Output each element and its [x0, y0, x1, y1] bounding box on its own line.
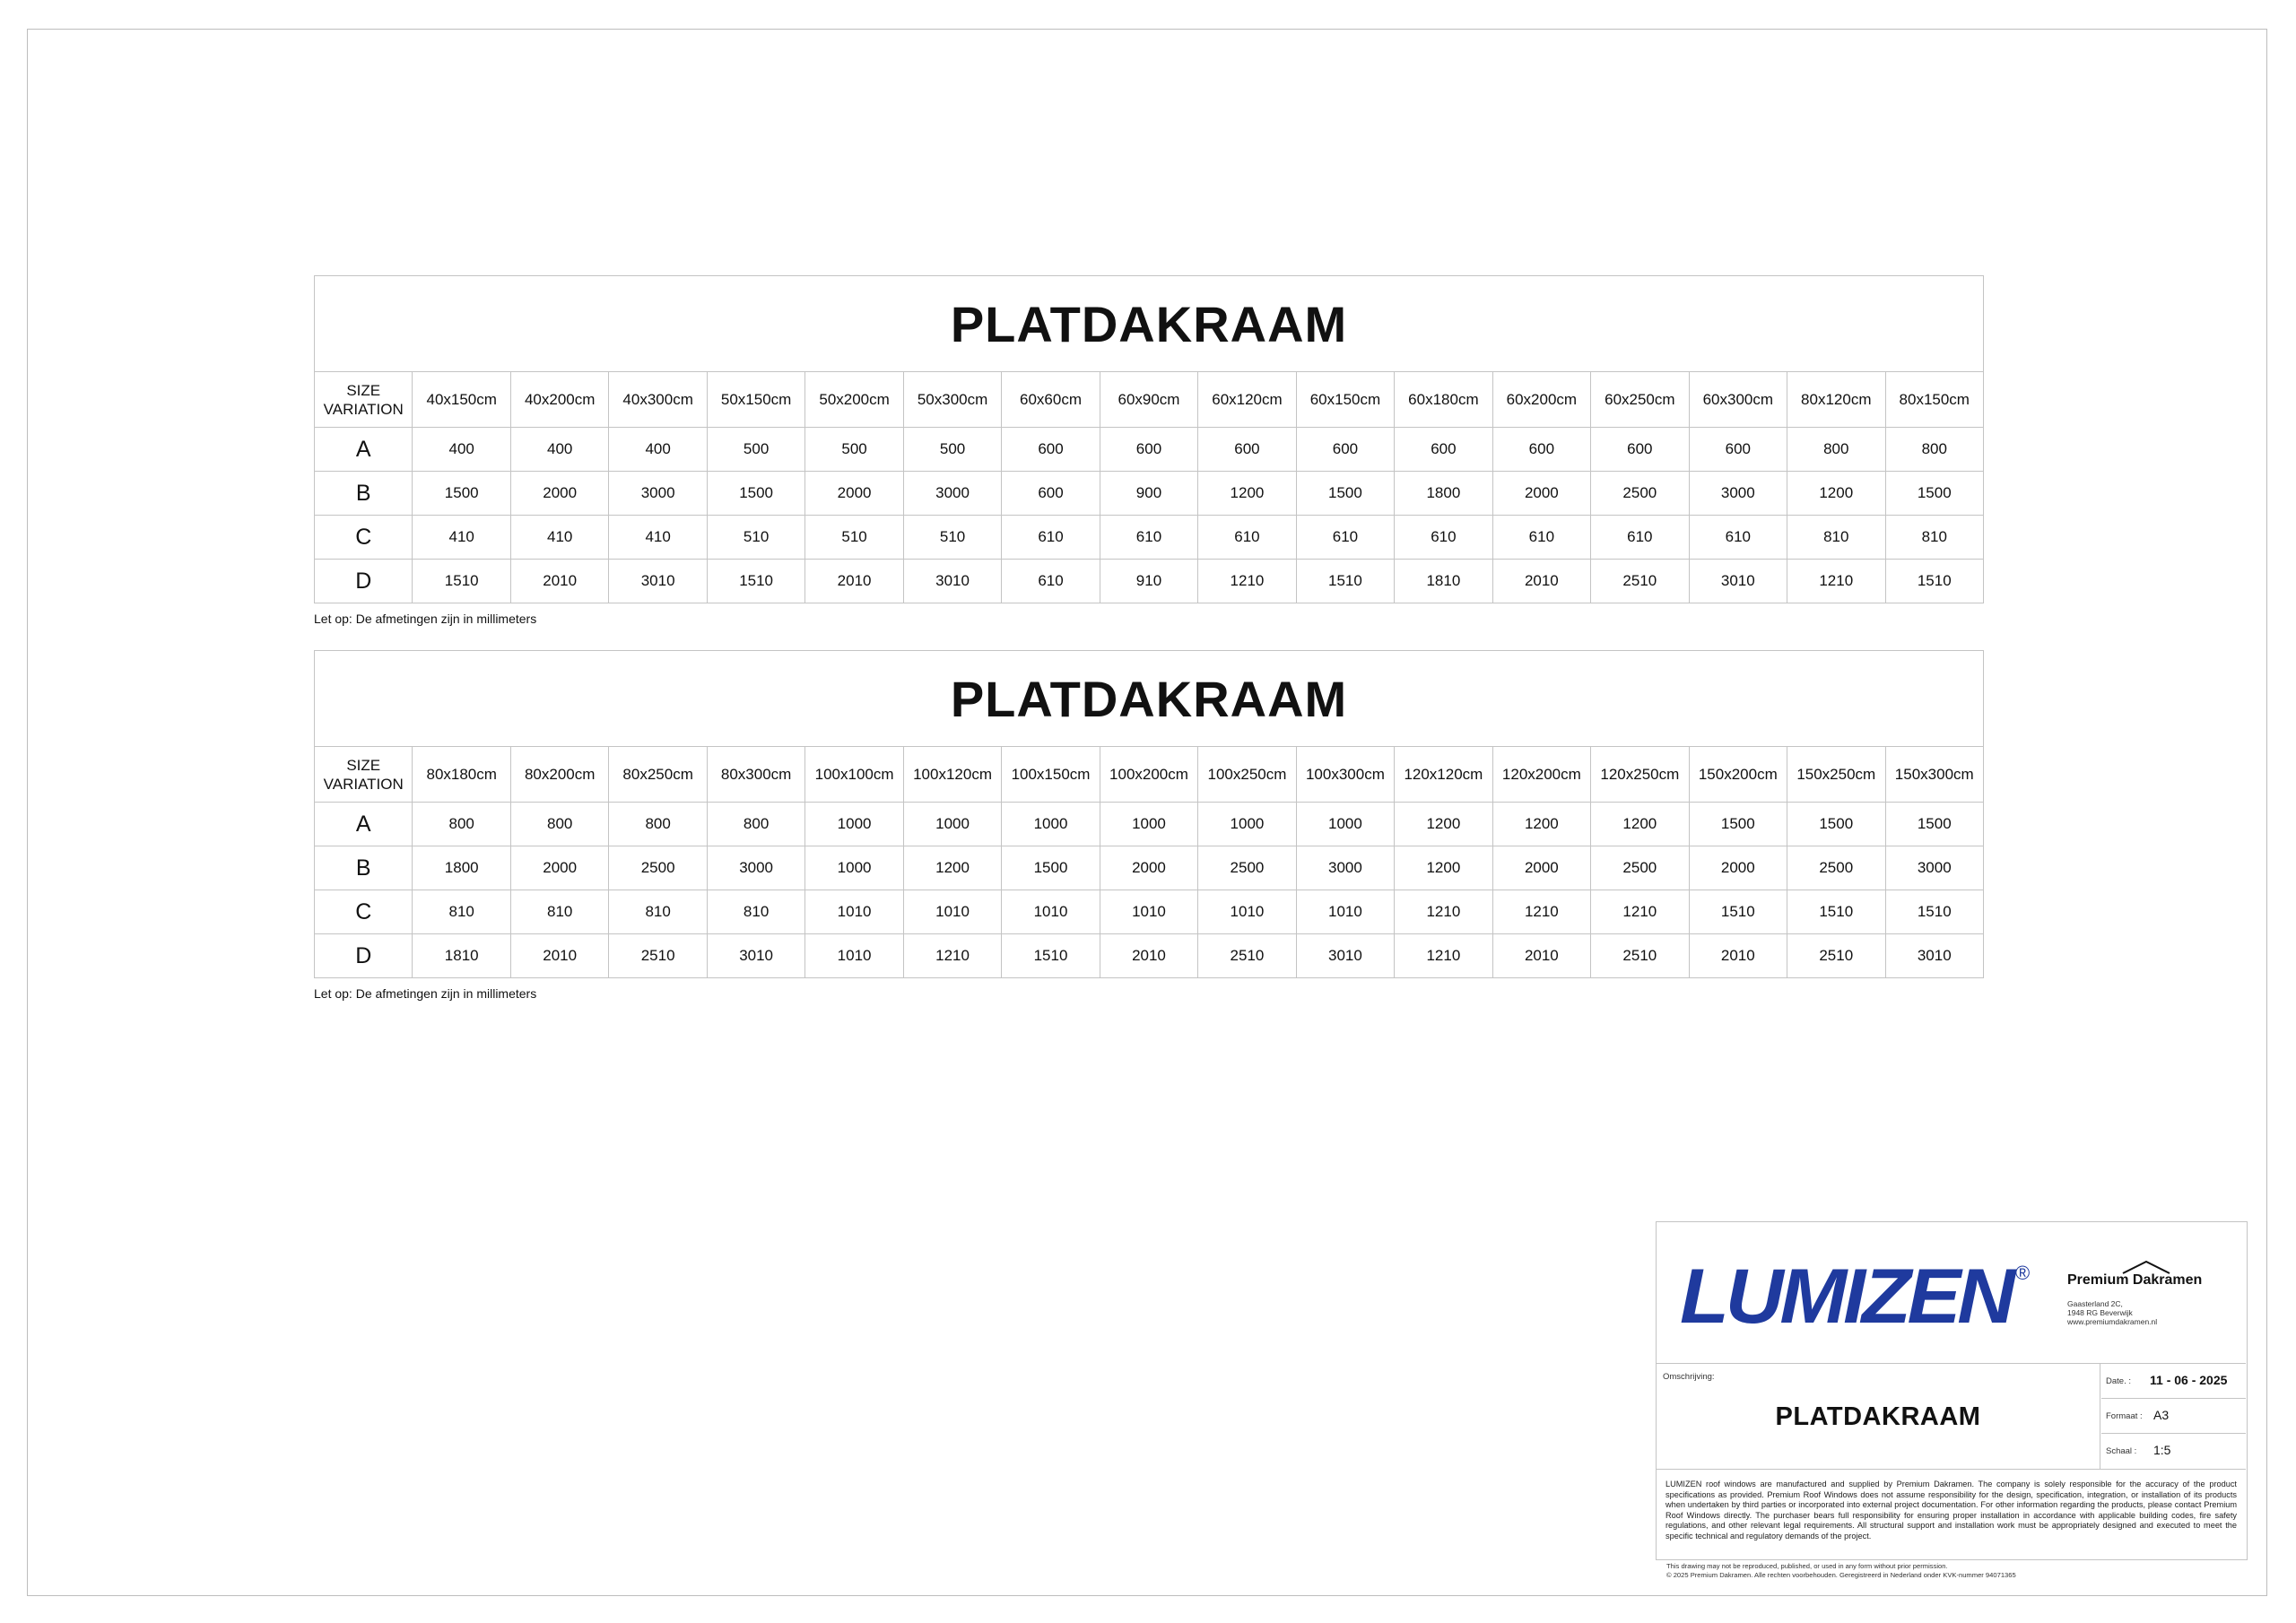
column-header: 50x300cm — [903, 372, 1001, 428]
table-cell: 1500 — [413, 472, 510, 516]
column-header: 100x250cm — [1198, 747, 1296, 803]
table-cell: 2010 — [510, 560, 608, 603]
table-title-row — [315, 276, 1984, 372]
table-cell: 1000 — [1002, 803, 1100, 846]
table-cell: 600 — [1296, 428, 1394, 472]
table-cell: 810 — [510, 890, 608, 934]
table-title: PLATDAKRAAM — [315, 651, 1984, 747]
table-cell: 2000 — [1492, 846, 1590, 890]
table-cell: 3000 — [609, 472, 707, 516]
table-cell: 1510 — [707, 560, 804, 603]
size-variation-line-2: VARIATION — [323, 400, 404, 418]
table-cell: 800 — [609, 803, 707, 846]
company-address — [2067, 1299, 2157, 1326]
table-cell: 400 — [510, 428, 608, 472]
column-header: 100x120cm — [903, 747, 1001, 803]
table-cell: 500 — [707, 428, 804, 472]
column-header: 80x250cm — [609, 747, 707, 803]
table-cell: 1000 — [1296, 803, 1394, 846]
table-cell: 410 — [609, 516, 707, 560]
table-cell: 1010 — [1100, 890, 1197, 934]
table-cell: 1200 — [1492, 803, 1590, 846]
table-row — [315, 560, 1984, 603]
column-header: 40x150cm — [413, 372, 510, 428]
table-cell: 2010 — [1689, 934, 1787, 978]
table-cell: 2010 — [1492, 934, 1590, 978]
size-table-2 — [314, 650, 1984, 978]
table-cell: 800 — [1885, 428, 1984, 472]
table-cell: 500 — [805, 428, 903, 472]
table-cell: 3010 — [1689, 560, 1787, 603]
table-cell: 810 — [1787, 516, 1885, 560]
table-cell: 610 — [1492, 516, 1590, 560]
title-block-info-row — [1657, 1363, 2246, 1470]
table-cell: 1500 — [1787, 803, 1885, 846]
column-header: 60x180cm — [1395, 372, 1492, 428]
table-cell: 1800 — [1395, 472, 1492, 516]
column-header: 50x200cm — [805, 372, 903, 428]
table-cell: 1200 — [1787, 472, 1885, 516]
table-cell: 3000 — [1296, 846, 1394, 890]
table-cell: 1510 — [1689, 890, 1787, 934]
table-cell: 1010 — [1198, 890, 1296, 934]
table-cell: 1510 — [1885, 890, 1984, 934]
table-row — [315, 890, 1984, 934]
column-header: 60x90cm — [1100, 372, 1197, 428]
format-row — [2101, 1398, 2246, 1434]
column-header: 100x150cm — [1002, 747, 1100, 803]
table-cell: 1000 — [805, 803, 903, 846]
table-cell: 2500 — [1591, 472, 1689, 516]
column-header: 150x250cm — [1787, 747, 1885, 803]
table-cell: 510 — [707, 516, 804, 560]
table-cell: 1210 — [1787, 560, 1885, 603]
table-cell: 810 — [413, 890, 510, 934]
column-header: 80x120cm — [1787, 372, 1885, 428]
table-cell: 610 — [1296, 516, 1394, 560]
column-header: 120x120cm — [1395, 747, 1492, 803]
table-cell: 1010 — [805, 890, 903, 934]
size-variation-header — [315, 372, 413, 428]
table-cell: 2500 — [1198, 846, 1296, 890]
table-cell: 3010 — [609, 560, 707, 603]
column-header: 60x120cm — [1198, 372, 1296, 428]
table-row — [315, 934, 1984, 978]
table-cell: 600 — [1002, 428, 1100, 472]
table-cell: 1210 — [1198, 560, 1296, 603]
copyright-notice — [1666, 1562, 2016, 1580]
date-label: Date. : — [2106, 1376, 2131, 1386]
description-label: Omschrijving: — [1663, 1372, 1715, 1382]
row-label: A — [315, 428, 413, 472]
table-header-row — [315, 747, 1984, 803]
table-row — [315, 472, 1984, 516]
table-cell: 810 — [707, 890, 804, 934]
table-cell: 3000 — [707, 846, 804, 890]
table-cell: 510 — [903, 516, 1001, 560]
table-cell: 2510 — [1591, 560, 1689, 603]
table-cell: 1000 — [1198, 803, 1296, 846]
table-cell: 800 — [707, 803, 804, 846]
table-cell: 910 — [1100, 560, 1197, 603]
column-header: 100x300cm — [1296, 747, 1394, 803]
date-value: 11 - 06 - 2025 — [2150, 1373, 2228, 1387]
table-cell: 1810 — [413, 934, 510, 978]
table-cell: 800 — [510, 803, 608, 846]
table-cell: 3000 — [1885, 846, 1984, 890]
table-cell: 1510 — [1296, 560, 1394, 603]
table-cell: 810 — [609, 890, 707, 934]
table-cell: 410 — [510, 516, 608, 560]
title-block — [1656, 1221, 2248, 1560]
size-variation-line-1: SIZE — [346, 381, 381, 399]
format-value: A3 — [2153, 1408, 2170, 1422]
table-cell: 1000 — [903, 803, 1001, 846]
lumizen-wordmark: LUMIZEN — [1680, 1256, 2018, 1332]
table-cell: 1210 — [1492, 890, 1590, 934]
table-cell: 600 — [1689, 428, 1787, 472]
table-cell: 1200 — [1395, 803, 1492, 846]
column-header: 50x150cm — [707, 372, 804, 428]
table-cell: 1200 — [1591, 803, 1689, 846]
column-header: 120x250cm — [1591, 747, 1689, 803]
table-cell: 1500 — [1885, 803, 1984, 846]
table-cell: 1500 — [1885, 472, 1984, 516]
table-cell: 610 — [1591, 516, 1689, 560]
table-cell: 510 — [805, 516, 903, 560]
table-cell: 2010 — [1100, 934, 1197, 978]
company-website: www.premiumdakramen.nl — [2067, 1317, 2158, 1326]
company-name: Premium Dakramen — [2067, 1272, 2203, 1288]
table-cell: 2010 — [510, 934, 608, 978]
column-header: 80x180cm — [413, 747, 510, 803]
column-header: 100x100cm — [805, 747, 903, 803]
size-table-1 — [314, 275, 1984, 603]
row-label: C — [315, 516, 413, 560]
table-cell: 1010 — [805, 934, 903, 978]
table-cell: 1010 — [903, 890, 1001, 934]
table-cell: 600 — [1492, 428, 1590, 472]
table-cell: 600 — [1100, 428, 1197, 472]
table-cell: 900 — [1100, 472, 1197, 516]
size-variation-line-1: SIZE — [346, 756, 381, 774]
table-cell: 1200 — [903, 846, 1001, 890]
column-header: 40x200cm — [510, 372, 608, 428]
table-cell: 1210 — [903, 934, 1001, 978]
units-note-1: Let op: De afmetingen zijn in millimeters — [314, 612, 537, 626]
row-label: B — [315, 472, 413, 516]
units-note-2: Let op: De afmetingen zijn in millimeters — [314, 986, 537, 1001]
table-cell: 1200 — [1395, 846, 1492, 890]
table-cell: 3010 — [707, 934, 804, 978]
column-header: 40x300cm — [609, 372, 707, 428]
column-header: 100x200cm — [1100, 747, 1197, 803]
table-cell: 810 — [1885, 516, 1984, 560]
column-header: 80x300cm — [707, 747, 804, 803]
drawing-title: PLATDAKRAAM — [1775, 1402, 1981, 1431]
column-header: 80x200cm — [510, 747, 608, 803]
table-cell: 1200 — [1198, 472, 1296, 516]
table-cell: 600 — [1198, 428, 1296, 472]
table-cell: 600 — [1002, 472, 1100, 516]
table-cell: 1500 — [707, 472, 804, 516]
table-cell: 600 — [1395, 428, 1492, 472]
table-cell: 800 — [413, 803, 510, 846]
column-header: 80x150cm — [1885, 372, 1984, 428]
table-cell: 610 — [1395, 516, 1492, 560]
table-cell: 2000 — [1689, 846, 1787, 890]
table-cell: 3010 — [903, 560, 1001, 603]
table-cell: 1010 — [1002, 890, 1100, 934]
description-cell — [1657, 1363, 2100, 1469]
address-line-2: 1948 RG Beverwijk — [2067, 1308, 2133, 1317]
table-cell: 800 — [1787, 428, 1885, 472]
meta-cells — [2101, 1363, 2246, 1469]
table-cell: 1510 — [1002, 934, 1100, 978]
table-cell: 400 — [413, 428, 510, 472]
table-cell: 1500 — [1002, 846, 1100, 890]
registered-mark: ® — [2015, 1262, 2031, 1284]
lumizen-logo — [1678, 1256, 2046, 1332]
table-title: PLATDAKRAAM — [315, 276, 1984, 372]
table-cell: 2510 — [609, 934, 707, 978]
row-label: D — [315, 560, 413, 603]
table-cell: 1000 — [805, 846, 903, 890]
table-cell: 3000 — [1689, 472, 1787, 516]
table-cell: 1510 — [1787, 890, 1885, 934]
table-cell: 2000 — [1492, 472, 1590, 516]
table-cell: 1010 — [1296, 890, 1394, 934]
table-cell: 3010 — [1885, 934, 1984, 978]
table-cell: 610 — [1002, 516, 1100, 560]
size-variation-header — [315, 747, 413, 803]
copyright-line-1: This drawing may not be reproduced, published, or used in any form without prior permission. — [1666, 1562, 1948, 1570]
table-cell: 610 — [1689, 516, 1787, 560]
table-title-row — [315, 651, 1984, 747]
title-block-logo-row — [1657, 1222, 2246, 1364]
disclaimer-text: LUMIZEN roof windows are manufactured and supplied by Premium Dakramen. The company is solely responsible for the accuracy of the product specifications as provided. Premium Roof Windows does not assume responsibility for the design, specification, integration, or installation of its products when undertaken by third parties or incorporated into external project documentation. For other information regarding the products, please contact Premium Roof Windows directly. The purchaser bears full responsibility for ensuring proper installation in accordance with applicable building codes, fire safety regulations, and other relevant legal requirements. All structural support and installation work must be appropriately designed and executed to meet the specific technical and regulatory demands of the project. — [1665, 1480, 2237, 1541]
table-cell: 2510 — [1591, 934, 1689, 978]
table-cell: 1510 — [413, 560, 510, 603]
table-cell: 2510 — [1787, 934, 1885, 978]
table-cell: 600 — [1591, 428, 1689, 472]
table-row — [315, 428, 1984, 472]
table-cell: 1500 — [1689, 803, 1787, 846]
table-cell: 2000 — [1100, 846, 1197, 890]
column-header: 120x200cm — [1492, 747, 1590, 803]
size-variation-line-2: VARIATION — [323, 775, 404, 793]
table-cell: 3010 — [1296, 934, 1394, 978]
table-cell: 2010 — [1492, 560, 1590, 603]
table-cell: 2510 — [1198, 934, 1296, 978]
column-header: 60x250cm — [1591, 372, 1689, 428]
table-cell: 2500 — [1787, 846, 1885, 890]
table-cell: 2500 — [1591, 846, 1689, 890]
column-header: 150x300cm — [1885, 747, 1984, 803]
table-cell: 2000 — [805, 472, 903, 516]
table-cell: 610 — [1198, 516, 1296, 560]
column-header: 60x150cm — [1296, 372, 1394, 428]
table-cell: 2010 — [805, 560, 903, 603]
table-cell: 2000 — [510, 846, 608, 890]
format-label: Formaat : — [2106, 1411, 2143, 1421]
column-header: 60x300cm — [1689, 372, 1787, 428]
scale-row — [2101, 1433, 2246, 1468]
table-cell: 500 — [903, 428, 1001, 472]
table-cell: 1210 — [1591, 890, 1689, 934]
table-cell: 400 — [609, 428, 707, 472]
address-line-1: Gaasterland 2C, — [2067, 1299, 2123, 1308]
date-row — [2101, 1363, 2246, 1399]
row-label: B — [315, 846, 413, 890]
table-cell: 1210 — [1395, 890, 1492, 934]
row-label: A — [315, 803, 413, 846]
table-cell: 610 — [1002, 560, 1100, 603]
scale-value: 1:5 — [2153, 1443, 2171, 1457]
table-cell: 2000 — [510, 472, 608, 516]
table-cell: 1510 — [1885, 560, 1984, 603]
table-cell: 2500 — [609, 846, 707, 890]
table-cell: 610 — [1100, 516, 1197, 560]
column-header: 60x200cm — [1492, 372, 1590, 428]
scale-label: Schaal : — [2106, 1446, 2137, 1456]
table-cell: 410 — [413, 516, 510, 560]
table-row — [315, 516, 1984, 560]
table-header-row — [315, 372, 1984, 428]
column-header: 150x200cm — [1689, 747, 1787, 803]
copyright-line-2: © 2025 Premium Dakramen. Alle rechten voorbehouden. Geregistreerd in Nederland onder KVK-nummer 94071365 — [1666, 1571, 2016, 1579]
table-cell: 1800 — [413, 846, 510, 890]
row-label: D — [315, 934, 413, 978]
table-cell: 1500 — [1296, 472, 1394, 516]
table-cell: 3000 — [903, 472, 1001, 516]
column-header: 60x60cm — [1002, 372, 1100, 428]
table-cell: 1810 — [1395, 560, 1492, 603]
table-row — [315, 803, 1984, 846]
table-cell: 1210 — [1395, 934, 1492, 978]
row-label: C — [315, 890, 413, 934]
table-cell: 1000 — [1100, 803, 1197, 846]
table-row — [315, 846, 1984, 890]
